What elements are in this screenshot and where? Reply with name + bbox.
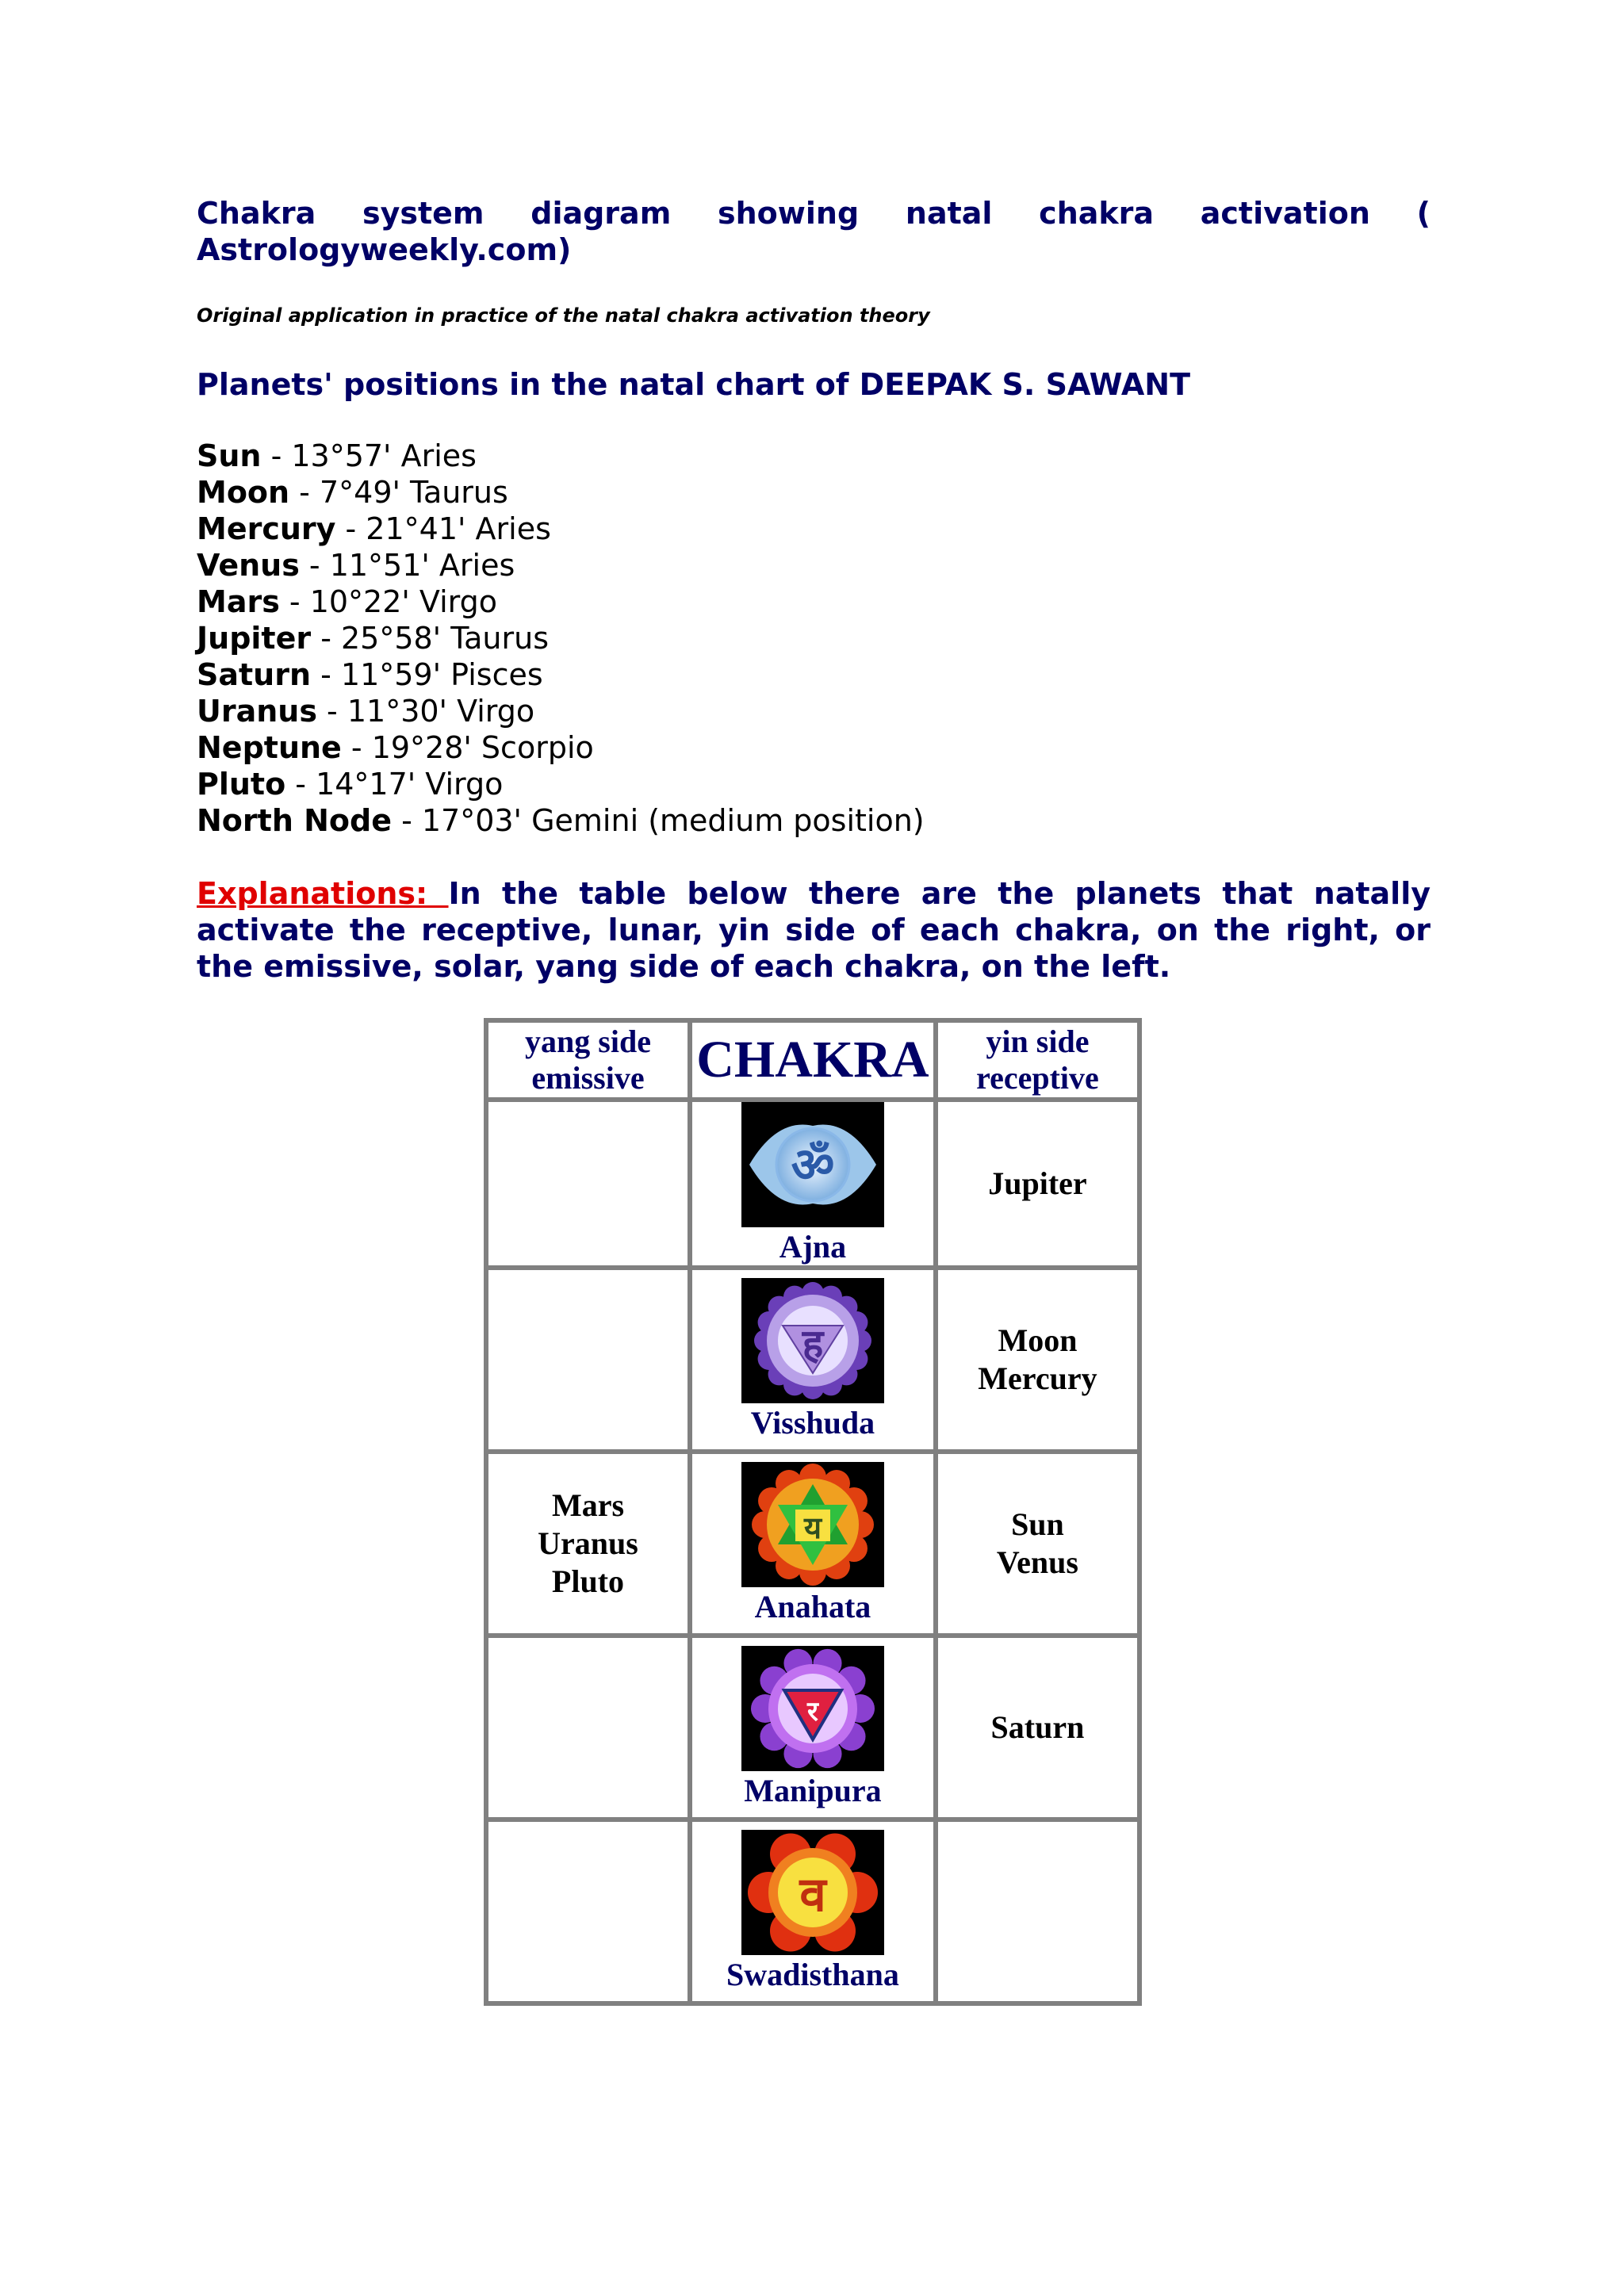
planet-label: Uranus	[538, 1525, 638, 1561]
planet-label: Moon	[998, 1322, 1078, 1358]
planet-degree: - 7°49' Taurus	[289, 475, 508, 510]
chakra-cell	[690, 1636, 936, 1820]
planet-position-item	[197, 547, 1431, 584]
table-header-row	[486, 1020, 1139, 1100]
planet-position-item	[197, 438, 1431, 474]
chakra-name: Manipura	[744, 1773, 882, 1808]
planet-positions-list	[197, 438, 1431, 839]
planet-name: Pluto	[197, 767, 286, 802]
svg-text:ॐ: ॐ	[791, 1138, 835, 1193]
yin-planets-cell	[936, 1820, 1139, 2003]
yin-side-header: yin side receptive	[936, 1020, 1139, 1100]
planet-position-item	[197, 656, 1431, 693]
planet-name: Saturn	[197, 657, 312, 692]
planet-name: North Node	[197, 803, 392, 838]
table-row	[486, 1820, 1139, 2003]
manipura-triangle-icon	[741, 1646, 884, 1771]
planet-name: Moon	[197, 475, 290, 510]
planet-position-item	[197, 474, 1431, 511]
yang-planets-cell	[486, 1452, 690, 1636]
planet-label: Mars	[551, 1487, 625, 1523]
yang-planets-cell	[486, 1268, 690, 1452]
planet-name: Jupiter	[197, 621, 312, 656]
planet-name: Uranus	[197, 694, 317, 729]
planet-degree: - 25°58' Taurus	[311, 621, 550, 656]
table-row	[486, 1100, 1139, 1268]
table-row	[486, 1452, 1139, 1636]
yin-planets-cell	[936, 1268, 1139, 1452]
planet-degree: - 19°28' Scorpio	[341, 730, 594, 765]
planet-degree: - 11°30' Virgo	[316, 694, 535, 729]
chakra-cell	[690, 1820, 936, 2003]
planet-position-item	[197, 802, 1431, 839]
svg-text:ह: ह	[802, 1321, 824, 1367]
planet-label: Mercury	[978, 1360, 1097, 1396]
planet-degree: - 13°57' Aries	[261, 438, 477, 473]
chakra-cell	[690, 1268, 936, 1452]
explanation-text: In the table below there are the planets that natally activate the receptive, lunar, yin side of each chakra, on the right, or the emissive, solar, yang side of each chakra, on the left.	[197, 876, 1431, 984]
vishuddha-symbol-icon	[741, 1278, 884, 1403]
ajna-om-icon	[741, 1102, 884, 1227]
planet-position-item	[197, 511, 1431, 547]
planet-name: Venus	[197, 548, 300, 583]
document-title: Chakra system diagram showing natal chakra activation ( Astrologyweekly.com)	[197, 196, 1431, 267]
planet-degree: - 11°51' Aries	[299, 548, 515, 583]
planet-label: Venus	[996, 1544, 1078, 1580]
table-row	[486, 1268, 1139, 1452]
chakra-cell	[690, 1100, 936, 1268]
planet-position-item	[197, 693, 1431, 729]
planet-position-item	[197, 766, 1431, 802]
planet-degree: - 10°22' Virgo	[279, 584, 497, 619]
chakra-rows	[486, 1100, 1139, 2003]
planet-label: Jupiter	[988, 1165, 1087, 1201]
planet-name: Neptune	[197, 730, 342, 765]
svg-text:य: य	[803, 1510, 822, 1545]
chakra-activation-table	[484, 1018, 1142, 2006]
yin-planets-cell	[936, 1452, 1139, 1636]
planet-label: Saturn	[990, 1709, 1085, 1745]
planet-name: Mars	[197, 584, 280, 619]
explanation-label: Explanations:	[197, 876, 449, 911]
yang-planets-cell	[486, 1100, 690, 1268]
yin-planets-cell	[936, 1100, 1139, 1268]
chakra-name: Ajna	[779, 1229, 847, 1265]
yin-planets-cell	[936, 1636, 1139, 1820]
planet-name: Mercury	[197, 511, 336, 546]
planet-position-item	[197, 729, 1431, 766]
chakra-header: CHAKRA	[690, 1020, 936, 1100]
swadhisthana-symbol-icon	[741, 1830, 884, 1955]
chakra-name: Visshuda	[750, 1405, 875, 1441]
planet-degree: - 21°41' Aries	[335, 511, 551, 546]
explanation-paragraph	[197, 875, 1431, 985]
planet-position-item	[197, 620, 1431, 656]
document-subtitle: Original application in practice of the natal chakra activation theory	[197, 304, 930, 327]
planet-name: Sun	[197, 438, 262, 473]
chakra-name: Anahata	[754, 1589, 871, 1624]
svg-text:व: व	[799, 1867, 826, 1923]
planet-label: Sun	[1011, 1506, 1064, 1542]
planet-degree: - 11°59' Pisces	[311, 657, 543, 692]
yang-planets-cell	[486, 1820, 690, 2003]
yang-side-header: yang side emissive	[486, 1020, 690, 1100]
svg-text:र: र	[806, 1696, 818, 1728]
planet-degree: - 14°17' Virgo	[285, 767, 504, 802]
planet-degree: - 17°03' Gemini (medium position)	[391, 803, 925, 838]
chakra-cell	[690, 1452, 936, 1636]
positions-heading: Planets' positions in the natal chart of DEEPAK S. SAWANT	[197, 367, 1190, 402]
table-row	[486, 1636, 1139, 1820]
yang-planets-cell	[486, 1636, 690, 1820]
anahata-star-icon	[741, 1462, 884, 1587]
planet-label: Pluto	[551, 1563, 625, 1599]
chakra-name: Swadisthana	[726, 1957, 899, 1992]
planet-position-item	[197, 584, 1431, 620]
